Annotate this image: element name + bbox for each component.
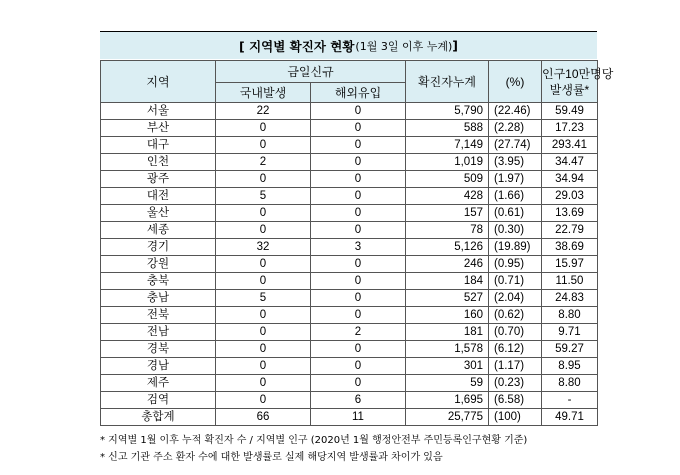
cell-percent: (2.28) xyxy=(489,120,542,137)
table-row xyxy=(101,188,598,205)
cell-domestic: 66 xyxy=(216,409,311,426)
table-row xyxy=(101,290,598,307)
cell-incidence: 49.71 xyxy=(542,409,598,426)
cell-domestic: 0 xyxy=(216,341,311,358)
cell-overseas: 0 xyxy=(311,290,406,307)
cell-domestic: 0 xyxy=(216,307,311,324)
cell-domestic: 22 xyxy=(216,103,311,120)
cell-domestic: 0 xyxy=(216,375,311,392)
table-row xyxy=(101,256,598,273)
cell-domestic: 0 xyxy=(216,205,311,222)
cell-overseas: 0 xyxy=(311,103,406,120)
table-row xyxy=(101,103,598,120)
cell-incidence: 59.49 xyxy=(542,103,598,120)
header-region: 지역 xyxy=(101,61,216,103)
cell-overseas: 0 xyxy=(311,188,406,205)
table-row xyxy=(101,137,598,154)
cell-domestic: 0 xyxy=(216,120,311,137)
cell-cumulative: 428 xyxy=(406,188,489,205)
cell-percent: (19.89) xyxy=(489,239,542,256)
cell-incidence: 17.23 xyxy=(542,120,598,137)
cell-percent: (6.58) xyxy=(489,392,542,409)
footnote-2: * 신고 기관 주소 환자 수에 대한 발생률로 실제 해당지역 발생률과 차이가 있음 xyxy=(100,452,443,463)
caption-title: [ 지역별 확진자 현황 xyxy=(239,38,355,54)
cell-overseas: 0 xyxy=(311,358,406,375)
cell-overseas: 0 xyxy=(311,341,406,358)
cell-incidence: 29.03 xyxy=(542,188,598,205)
cell-cumulative: 301 xyxy=(406,358,489,375)
header-incidence-line1: 인구10만명당 xyxy=(542,66,614,81)
cell-region: 경남 xyxy=(101,358,216,375)
cell-incidence: 34.94 xyxy=(542,171,598,188)
cell-domestic: 5 xyxy=(216,290,311,307)
cell-region: 검역 xyxy=(101,392,216,409)
footnotes xyxy=(100,432,680,466)
cell-percent: (0.70) xyxy=(489,324,542,341)
cell-region: 울산 xyxy=(101,205,216,222)
cell-region: 광주 xyxy=(101,171,216,188)
cell-percent: (1.66) xyxy=(489,188,542,205)
table-row xyxy=(101,171,598,188)
cell-region: 인천 xyxy=(101,154,216,171)
cell-cumulative: 184 xyxy=(406,273,489,290)
cell-cumulative: 5,790 xyxy=(406,103,489,120)
cell-region: 전북 xyxy=(101,307,216,324)
table-row xyxy=(101,307,598,324)
cell-cumulative: 7,149 xyxy=(406,137,489,154)
table-row xyxy=(101,341,598,358)
cell-domestic: 2 xyxy=(216,154,311,171)
table-caption xyxy=(100,31,597,59)
cell-domestic: 0 xyxy=(216,137,311,154)
cell-cumulative: 1,695 xyxy=(406,392,489,409)
cell-cumulative: 59 xyxy=(406,375,489,392)
table-row xyxy=(101,120,598,137)
cell-cumulative: 157 xyxy=(406,205,489,222)
regional-cases-table xyxy=(100,60,614,426)
cell-incidence: 293.41 xyxy=(542,137,598,154)
cell-overseas: 0 xyxy=(311,154,406,171)
cell-overseas: 0 xyxy=(311,375,406,392)
cell-domestic: 32 xyxy=(216,239,311,256)
cell-percent: (100) xyxy=(489,409,542,426)
cell-incidence: 15.97 xyxy=(542,256,598,273)
cell-incidence: 11.50 xyxy=(542,273,598,290)
cell-overseas: 3 xyxy=(311,239,406,256)
cell-cumulative: 509 xyxy=(406,171,489,188)
table-row xyxy=(101,154,598,171)
cell-incidence: 9.71 xyxy=(542,324,598,341)
cell-incidence: 8.95 xyxy=(542,358,598,375)
cell-cumulative: 78 xyxy=(406,222,489,239)
header-today-new: 금일신규 xyxy=(216,61,406,83)
table-row xyxy=(101,358,598,375)
cell-cumulative: 1,578 xyxy=(406,341,489,358)
cell-overseas: 0 xyxy=(311,205,406,222)
cell-region: 경기 xyxy=(101,239,216,256)
table-row xyxy=(101,273,598,290)
cell-percent: (3.95) xyxy=(489,154,542,171)
cell-incidence: 24.83 xyxy=(542,290,598,307)
cell-region: 충남 xyxy=(101,290,216,307)
table-row xyxy=(101,375,598,392)
cell-cumulative: 160 xyxy=(406,307,489,324)
cell-incidence: - xyxy=(542,392,598,409)
cell-incidence: 8.80 xyxy=(542,375,598,392)
cell-cumulative: 181 xyxy=(406,324,489,341)
cell-incidence: 8.80 xyxy=(542,307,598,324)
cell-percent: (6.12) xyxy=(489,341,542,358)
cell-incidence: 22.79 xyxy=(542,222,598,239)
header-overseas: 해외유입 xyxy=(311,83,406,103)
cell-region: 서울 xyxy=(101,103,216,120)
cell-percent: (22.46) xyxy=(489,103,542,120)
cell-domestic: 0 xyxy=(216,273,311,290)
cell-overseas: 0 xyxy=(311,256,406,273)
cell-cumulative: 5,126 xyxy=(406,239,489,256)
cell-percent: (1.17) xyxy=(489,358,542,375)
cell-cumulative: 246 xyxy=(406,256,489,273)
cell-overseas: 2 xyxy=(311,324,406,341)
cell-overseas: 0 xyxy=(311,273,406,290)
cell-region: 세종 xyxy=(101,222,216,239)
table-row xyxy=(101,324,598,341)
cell-percent: (0.61) xyxy=(489,205,542,222)
cell-region: 제주 xyxy=(101,375,216,392)
cell-incidence: 13.69 xyxy=(542,205,598,222)
cell-domestic: 0 xyxy=(216,222,311,239)
cell-cumulative: 25,775 xyxy=(406,409,489,426)
footnote-1: * 지역별 1월 이후 누적 확진자 수 / 지역별 인구 (2020년 1월 행정안전부 주민등록인구현황 기준) xyxy=(100,435,528,446)
cell-cumulative: 1,019 xyxy=(406,154,489,171)
cell-percent: (27.74) xyxy=(489,137,542,154)
table-row xyxy=(101,205,598,222)
cell-incidence: 59.27 xyxy=(542,341,598,358)
header-percent: (%) xyxy=(489,61,542,103)
header-incidence xyxy=(542,61,614,103)
cell-domestic: 0 xyxy=(216,256,311,273)
cell-region: 대구 xyxy=(101,137,216,154)
cell-region: 경북 xyxy=(101,341,216,358)
cell-incidence: 34.47 xyxy=(542,154,598,171)
cell-overseas: 0 xyxy=(311,222,406,239)
cell-overseas: 11 xyxy=(311,409,406,426)
cell-overseas: 0 xyxy=(311,171,406,188)
cell-domestic: 0 xyxy=(216,392,311,409)
cell-region: 부산 xyxy=(101,120,216,137)
header-domestic: 국내발생 xyxy=(216,83,311,103)
cell-percent: (1.97) xyxy=(489,171,542,188)
cell-domestic: 5 xyxy=(216,188,311,205)
cell-domestic: 0 xyxy=(216,324,311,341)
cell-percent: (2.04) xyxy=(489,290,542,307)
cell-percent: (0.62) xyxy=(489,307,542,324)
cell-overseas: 0 xyxy=(311,307,406,324)
header-cumulative: 확진자누계 xyxy=(406,61,489,103)
caption-close: ] xyxy=(452,38,458,53)
header-incidence-line2: 발생률* xyxy=(549,82,590,97)
table-row xyxy=(101,392,598,409)
cell-percent: (0.95) xyxy=(489,256,542,273)
cell-region: 전남 xyxy=(101,324,216,341)
cell-overseas: 0 xyxy=(311,120,406,137)
cell-region: 총합계 xyxy=(101,409,216,426)
cell-percent: (0.23) xyxy=(489,375,542,392)
table-row xyxy=(101,409,598,426)
cell-region: 충북 xyxy=(101,273,216,290)
cell-percent: (0.30) xyxy=(489,222,542,239)
table-row xyxy=(101,222,598,239)
cell-overseas: 6 xyxy=(311,392,406,409)
table-row xyxy=(101,239,598,256)
cell-overseas: 0 xyxy=(311,137,406,154)
cell-cumulative: 588 xyxy=(406,120,489,137)
cell-incidence: 38.69 xyxy=(542,239,598,256)
caption-subtitle: (1월 3일 이후 누계) xyxy=(355,39,453,53)
cell-domestic: 0 xyxy=(216,358,311,375)
cell-region: 강원 xyxy=(101,256,216,273)
cell-cumulative: 527 xyxy=(406,290,489,307)
cell-region: 대전 xyxy=(101,188,216,205)
cell-percent: (0.71) xyxy=(489,273,542,290)
cell-domestic: 0 xyxy=(216,171,311,188)
